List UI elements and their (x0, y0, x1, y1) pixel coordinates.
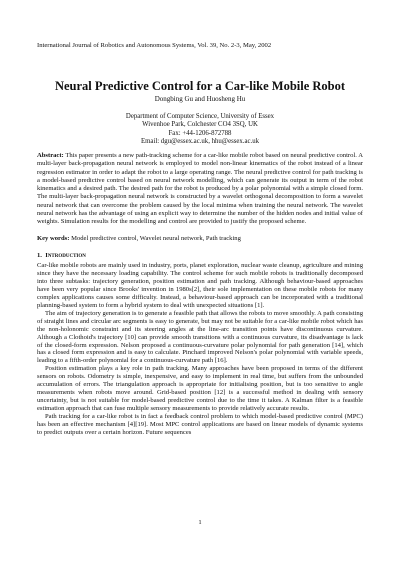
abstract-label: Abstract: (37, 152, 64, 159)
affiliation-block (37, 113, 363, 147)
abstract-text: This paper presents a new path-tracking scheme for a car-like mobile robot based on neural predictive control. A multi-layer back-propagation neural network is employed to model non-linear kinematics of the robot instead of a linear regression estimator in order to adapt the robot to a large operating range. The neural predictive control for path tracking is a model-based predictive control based on neural network modelling, which can generate its output in term of the robot kinematics and a desired path. The desired path for the robot is produced by a polar polynomial with a simple closed form. The multi-layer back-propagation neural network is constructed by a wavelet orthogonal decomposition to form a wavelet neural network that can overcome the problem caused by the local minima when training the neural network. The wavelet neural network has the advantage of using an explicit way to determine the number of the hidden nodes and initial value of weights. Simulation results for the modelling and control are provided to justify the proposed scheme. (37, 152, 363, 225)
page-number: 1 (198, 519, 202, 526)
affiliation-email: Email: dgu@essex.ac.uk, hhu@essex.ac.uk (140, 138, 260, 146)
affiliation-department: Department of Computer Science, University of Essex (125, 113, 275, 120)
section-number: 1. (37, 252, 42, 259)
running-head: International Journal of Robotics and Autonomous Systems, Vol. 39, No. 2-3, May, 2002 (37, 42, 272, 49)
keywords-text: Model predictive control, Wavelet neural network, Path tracking (71, 235, 241, 242)
body-text (37, 262, 363, 437)
keywords (37, 235, 363, 243)
affiliation-address: Wivenhoe Park, Colchester CO4 3SQ, UK (142, 121, 258, 129)
section-title: Introduction (45, 252, 86, 259)
paragraph: Car-like mobile robots are mainly used in industry, ports, planet exploration, nuclear waste cleanup, agriculture and mining since they have the necessary loading capability. The control scheme for such mobile robots is traditionally decomposed into three subtasks: trajectory generation, position estimation and path tracking. Although behaviour-based approaches have been very popular since Brooks' invention in 1980s[2], their sole implementation on these mobile robots for many complex applications causes some difficulty. Instead, a behaviour-based approach can be incorporated with a traditional planning-based system to form a hybrid system to deal with unexpected situations [1]. (37, 262, 363, 309)
keywords-label: Key words: (37, 235, 70, 242)
paper-title: Neural Predictive Control for a Car-like Mobile Robot (54, 79, 346, 93)
paragraph: The aim of trajectory generation is to generate a feasible path that allows the robots to move smoothly. A path consisting of straight lines and circular arc segments is easy to generate, but may not be suitable for a car-like mobile robot which has the non-holonomic constraint and its steering angles at the line-arc transition points have discontinuous curvature. Although a Clothoid's trajectory [10] can provide smooth transitions with a continuous curvature, its disadvantage is lack of the closed-form expression. Nelson proposed a continuous-curvature polar polynomial for path generation [14], which has a closed form expression and is easy to calculate. Pinchard improved Nelson's polar polynomial with variable speeds, leading to a fifth-order polynomial for a continuous-curvature path [16]. (37, 309, 363, 365)
authors: Dongbing Gu and Huosheng Hu (154, 95, 246, 103)
section-heading (37, 252, 363, 260)
paragraph: Position estimation plays a key role in path tracking. Many approaches have been proposed in terms of the different sensors on robots. Odometry is simple, inexpensive, and easy to implement in real time, but suffers from the unbounded accumulation of errors. The triangulation approach is appropriate for initialising position, but is too sensitive to angle measurements when robots move around. Grid-based position [12] is a successful method in dealing with sensory uncertainty, but is not suitable for model-based predictive control due to the time it takes. A Kalman filter is a feasible estimation approach that can fuse multiple sensory measurements to provide relatively accurate results. (37, 365, 363, 413)
affiliation-fax: Fax: +44-1206-872788 (168, 129, 232, 137)
abstract (37, 152, 363, 226)
paragraph: Path tracking for a car-like robot is in fact a feedback control problem to which model-based predictive control (MPC) has been an effective mechanism [4][19]. Most MPC control applications are based on linear models of dynamic systems to predict outputs over a certain horizon. Future sequences (37, 413, 363, 437)
